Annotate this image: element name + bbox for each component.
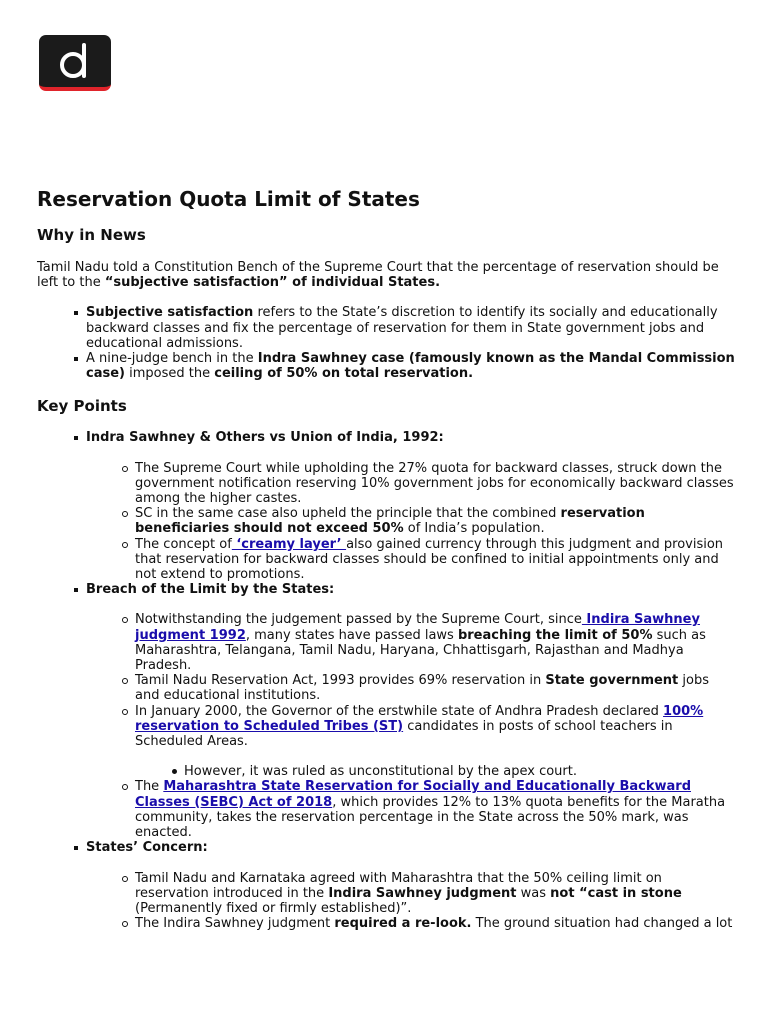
st-reservation-link[interactable]: 100% reservation to Scheduled Tribes (ST): [135, 703, 704, 734]
intro-bold: “subjective satisfaction” of individual States.: [104, 275, 441, 291]
list-item: [86, 506, 737, 536]
list-item: [86, 916, 737, 931]
why-in-news-heading: Why in News: [37, 226, 146, 244]
item-bold: required a re-look.: [334, 916, 472, 932]
list-item: However, it was ruled as unconstitutional by the apex court.: [135, 764, 737, 779]
item-text: such as Maharashtra, Telangana, Tamil Nadu, Haryana, Chhattisgarh, Rajasthan and Madhya Pradesh.: [135, 627, 706, 674]
list-item: [86, 673, 737, 703]
list-item: [37, 351, 737, 381]
key-points-list: [37, 430, 737, 931]
item-text: Tamil Nadu Reservation Act, 1993 provides 69% reservation in: [135, 673, 546, 689]
intro-text: Tamil Nadu told a Constitution Bench of the Supreme Court that the percentage of reservation should be left to the: [37, 260, 719, 291]
sub-list: [86, 871, 737, 932]
item-bold: reservation beneficiaries should not exceed 50%: [135, 506, 645, 537]
section-breach: [37, 582, 737, 840]
item-text: refers to the State’s discretion to identify its socially and educationally backward classes and fix the percentage of reservation for them in State government jobs and educational admissions.: [86, 305, 718, 351]
drishti-logo: [39, 35, 111, 91]
item-text: jobs and educational institutions.: [135, 673, 710, 704]
sub-list: [86, 461, 737, 583]
list-item: [86, 704, 737, 780]
item-text: Notwithstanding the judgement passed by the Supreme Court, since: [135, 612, 582, 628]
sub-sub-list: [135, 764, 737, 779]
item-text: imposed the: [124, 366, 215, 382]
section-states-concern: [37, 840, 737, 931]
sebc-act-link[interactable]: Maharashtra State Reservation for Socially and Educationally Backward Classes (SEBC) Act of 2018: [135, 779, 691, 810]
indira-sawhney-link[interactable]: Indira Sawhney judgment 1992: [135, 612, 700, 643]
item-text: Tamil Nadu and Karnataka agreed with Maharashtra that the 50% ceiling limit on reservation introduced in the: [135, 870, 662, 901]
key-points-heading: Key Points: [37, 397, 127, 416]
item-text: The Supreme Court while upholding the 27% quota for backward classes, struck down the government notification reserving 10% government jobs for economically backward classes among the higher castes.: [135, 460, 734, 507]
item-text: The concept of: [135, 536, 232, 552]
intro-paragraph: [37, 260, 737, 290]
item-text: The ground situation had changed a lot: [471, 916, 733, 932]
article: [37, 186, 737, 931]
item-text: , which provides 12% to 13% quota benefits for the Maratha community, takes the reservation percentage in the State across the 50% mark, was enacted.: [135, 794, 726, 841]
item-text: candidates in posts of school teachers in Scheduled Areas.: [135, 718, 673, 750]
item-text: The: [135, 779, 164, 795]
item-bold: ceiling of 50% on total reservation.: [214, 366, 474, 382]
sub-list: [86, 612, 737, 840]
list-item: [37, 305, 737, 351]
item-text: was: [516, 885, 551, 901]
section-title: Breach of the Limit by the States:: [86, 582, 335, 598]
logo-d-icon: [39, 35, 111, 87]
item-bold: breaching the limit of 50%: [457, 627, 653, 643]
item-text: SC in the same case also upheld the principle that the combined: [135, 506, 561, 522]
item-text: The Indira Sawhney judgment: [135, 916, 335, 932]
list-item: [86, 461, 737, 507]
list-item: [86, 871, 737, 917]
section-indra-sawhney: [37, 430, 737, 582]
item-text: of India’s population.: [403, 521, 545, 537]
item-bold: State government: [545, 673, 679, 689]
item-text: In January 2000, the Governor of the erstwhile state of Andhra Pradesh declared: [135, 703, 664, 719]
creamy-layer-link[interactable]: ‘creamy layer’: [231, 536, 347, 552]
item-text: (Permanently fixed or firmly established)”.: [135, 900, 412, 916]
page-title: Reservation Quota Limit of States: [37, 187, 420, 211]
list-item: [86, 537, 737, 583]
item-text: A nine-judge bench in the: [86, 351, 258, 367]
section-title: States’ Concern:: [86, 840, 208, 856]
section-title: Indra Sawhney & Others vs Union of India, 1992:: [86, 430, 444, 446]
list-item: [86, 612, 737, 673]
item-bold: Indra Sawhney case (famously known as the Mandal Commission case): [86, 351, 735, 382]
term-bold: Subjective satisfaction: [86, 305, 254, 321]
item-bold: not “cast in stone: [550, 885, 682, 901]
why-list: [37, 305, 737, 381]
item-text: also gained currency through this judgment and provision that reservation for backward classes should be confined to initial appointments only and not extend to promotions.: [135, 536, 724, 583]
item-text: , many states have passed laws: [245, 627, 458, 643]
item-bold: Indira Sawhney judgment: [328, 885, 517, 901]
list-item: [86, 779, 737, 840]
